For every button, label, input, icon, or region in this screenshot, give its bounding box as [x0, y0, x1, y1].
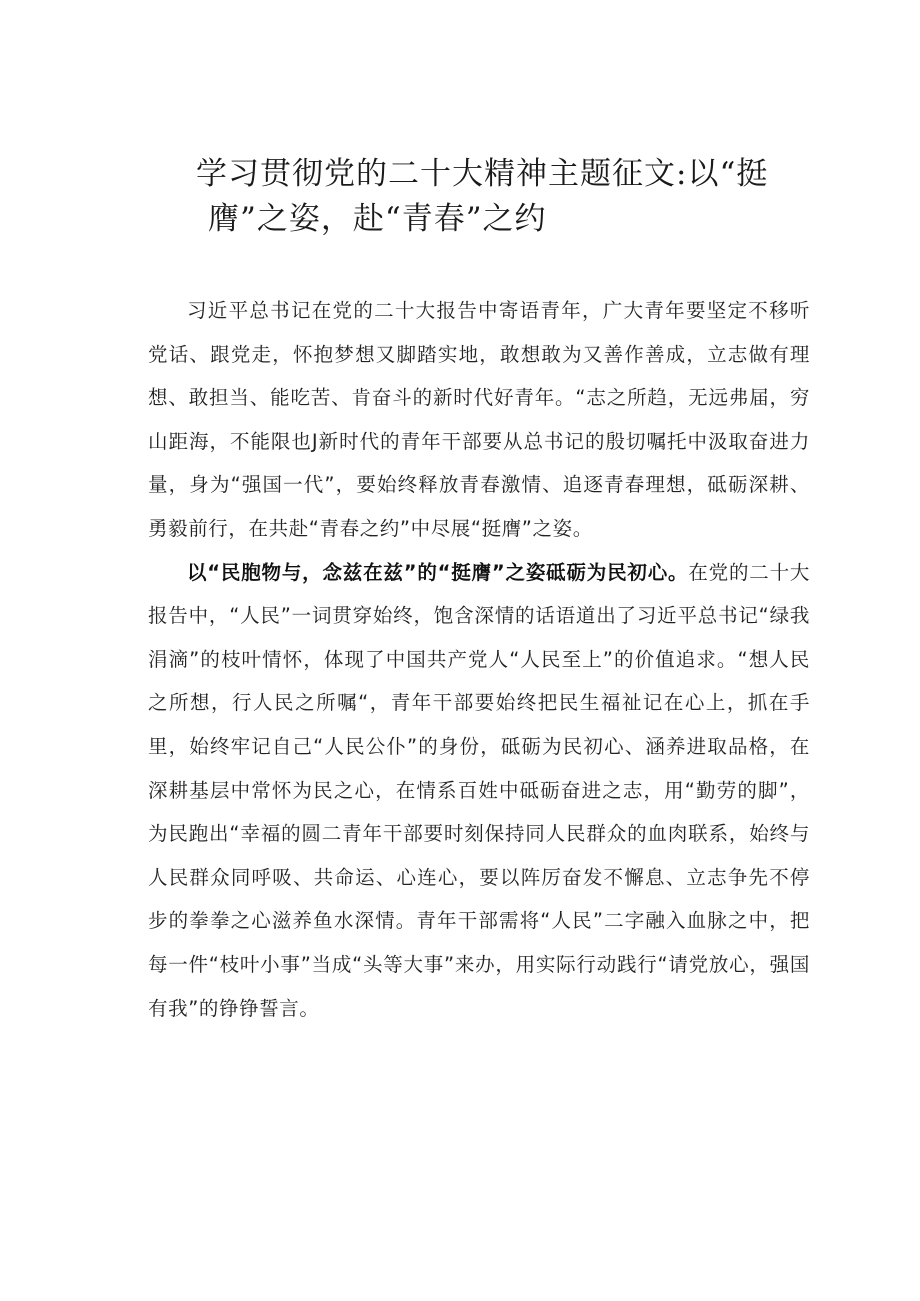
paragraph-body-text: 在党的二十大报告中，“人民”一词贯穿始终，饱含深情的话语道出了习近平总书记“绿我涓滴”的枝叶情怀，体现了中国共产党人“人民至上”的价值追求。“想人民之所想，行人民之所嘱“，青年干部要始终把民生福祉记在心上，抓在手里，始终牢记自己“人民公仆”的身份，砥砺为民初心、涵养进取品格，在深耕基层中常怀为民之心，在情系百姓中砥砺奋进之志，用“勤劳的脚”，为民跑出“幸福的圆二青年干部要时刻保持同人民群众的血肉联系，始终与人民群众同呼吸、共命运、心连心，要以阵厉奋发不懈息、立志争先不停步的拳拳之心滋养鱼水深情。青年干部需将“人民”二字融入血脉之中，把每一件“枝叶小事”当成“头等大事”来办，用实际行动践行“请党放心，强国有我”的铮铮誓言。 — [148, 560, 810, 1020]
title-line-1: 学习贯彻党的二十大精神主题征文:以“挺 — [196, 156, 769, 192]
paragraph-people — [148, 551, 810, 1031]
page-title — [196, 152, 816, 242]
title-line-2: 膺”之姿，赴“青春”之约 — [208, 201, 547, 237]
paragraph-lead-sentence: 以“民胞物与，念兹在兹”的“挺膺”之姿砥砺为民初心。 — [187, 560, 689, 584]
paragraph-intro: 习近平总书记在党的二十大报告中寄语青年，广大青年要坚定不移听党话、跟党走，怀抱梦想又脚踏实地，敢想敢为又善作善成，立志做有理想、敢担当、能吃苦、肯奋斗的新时代好青年。“志之所趋，无远弗届，穷山距海，不能限也J新时代的青年干部要从总书记的殷切嘱托中汲取奋进力量，身为“强国一代”，要始终释放青春激情、追逐青春理想，砥砺深耕、勇毅前行，在共赴“青春之约”中尽展“挺膺”之姿。 — [148, 299, 810, 540]
document-body — [148, 289, 810, 1030]
